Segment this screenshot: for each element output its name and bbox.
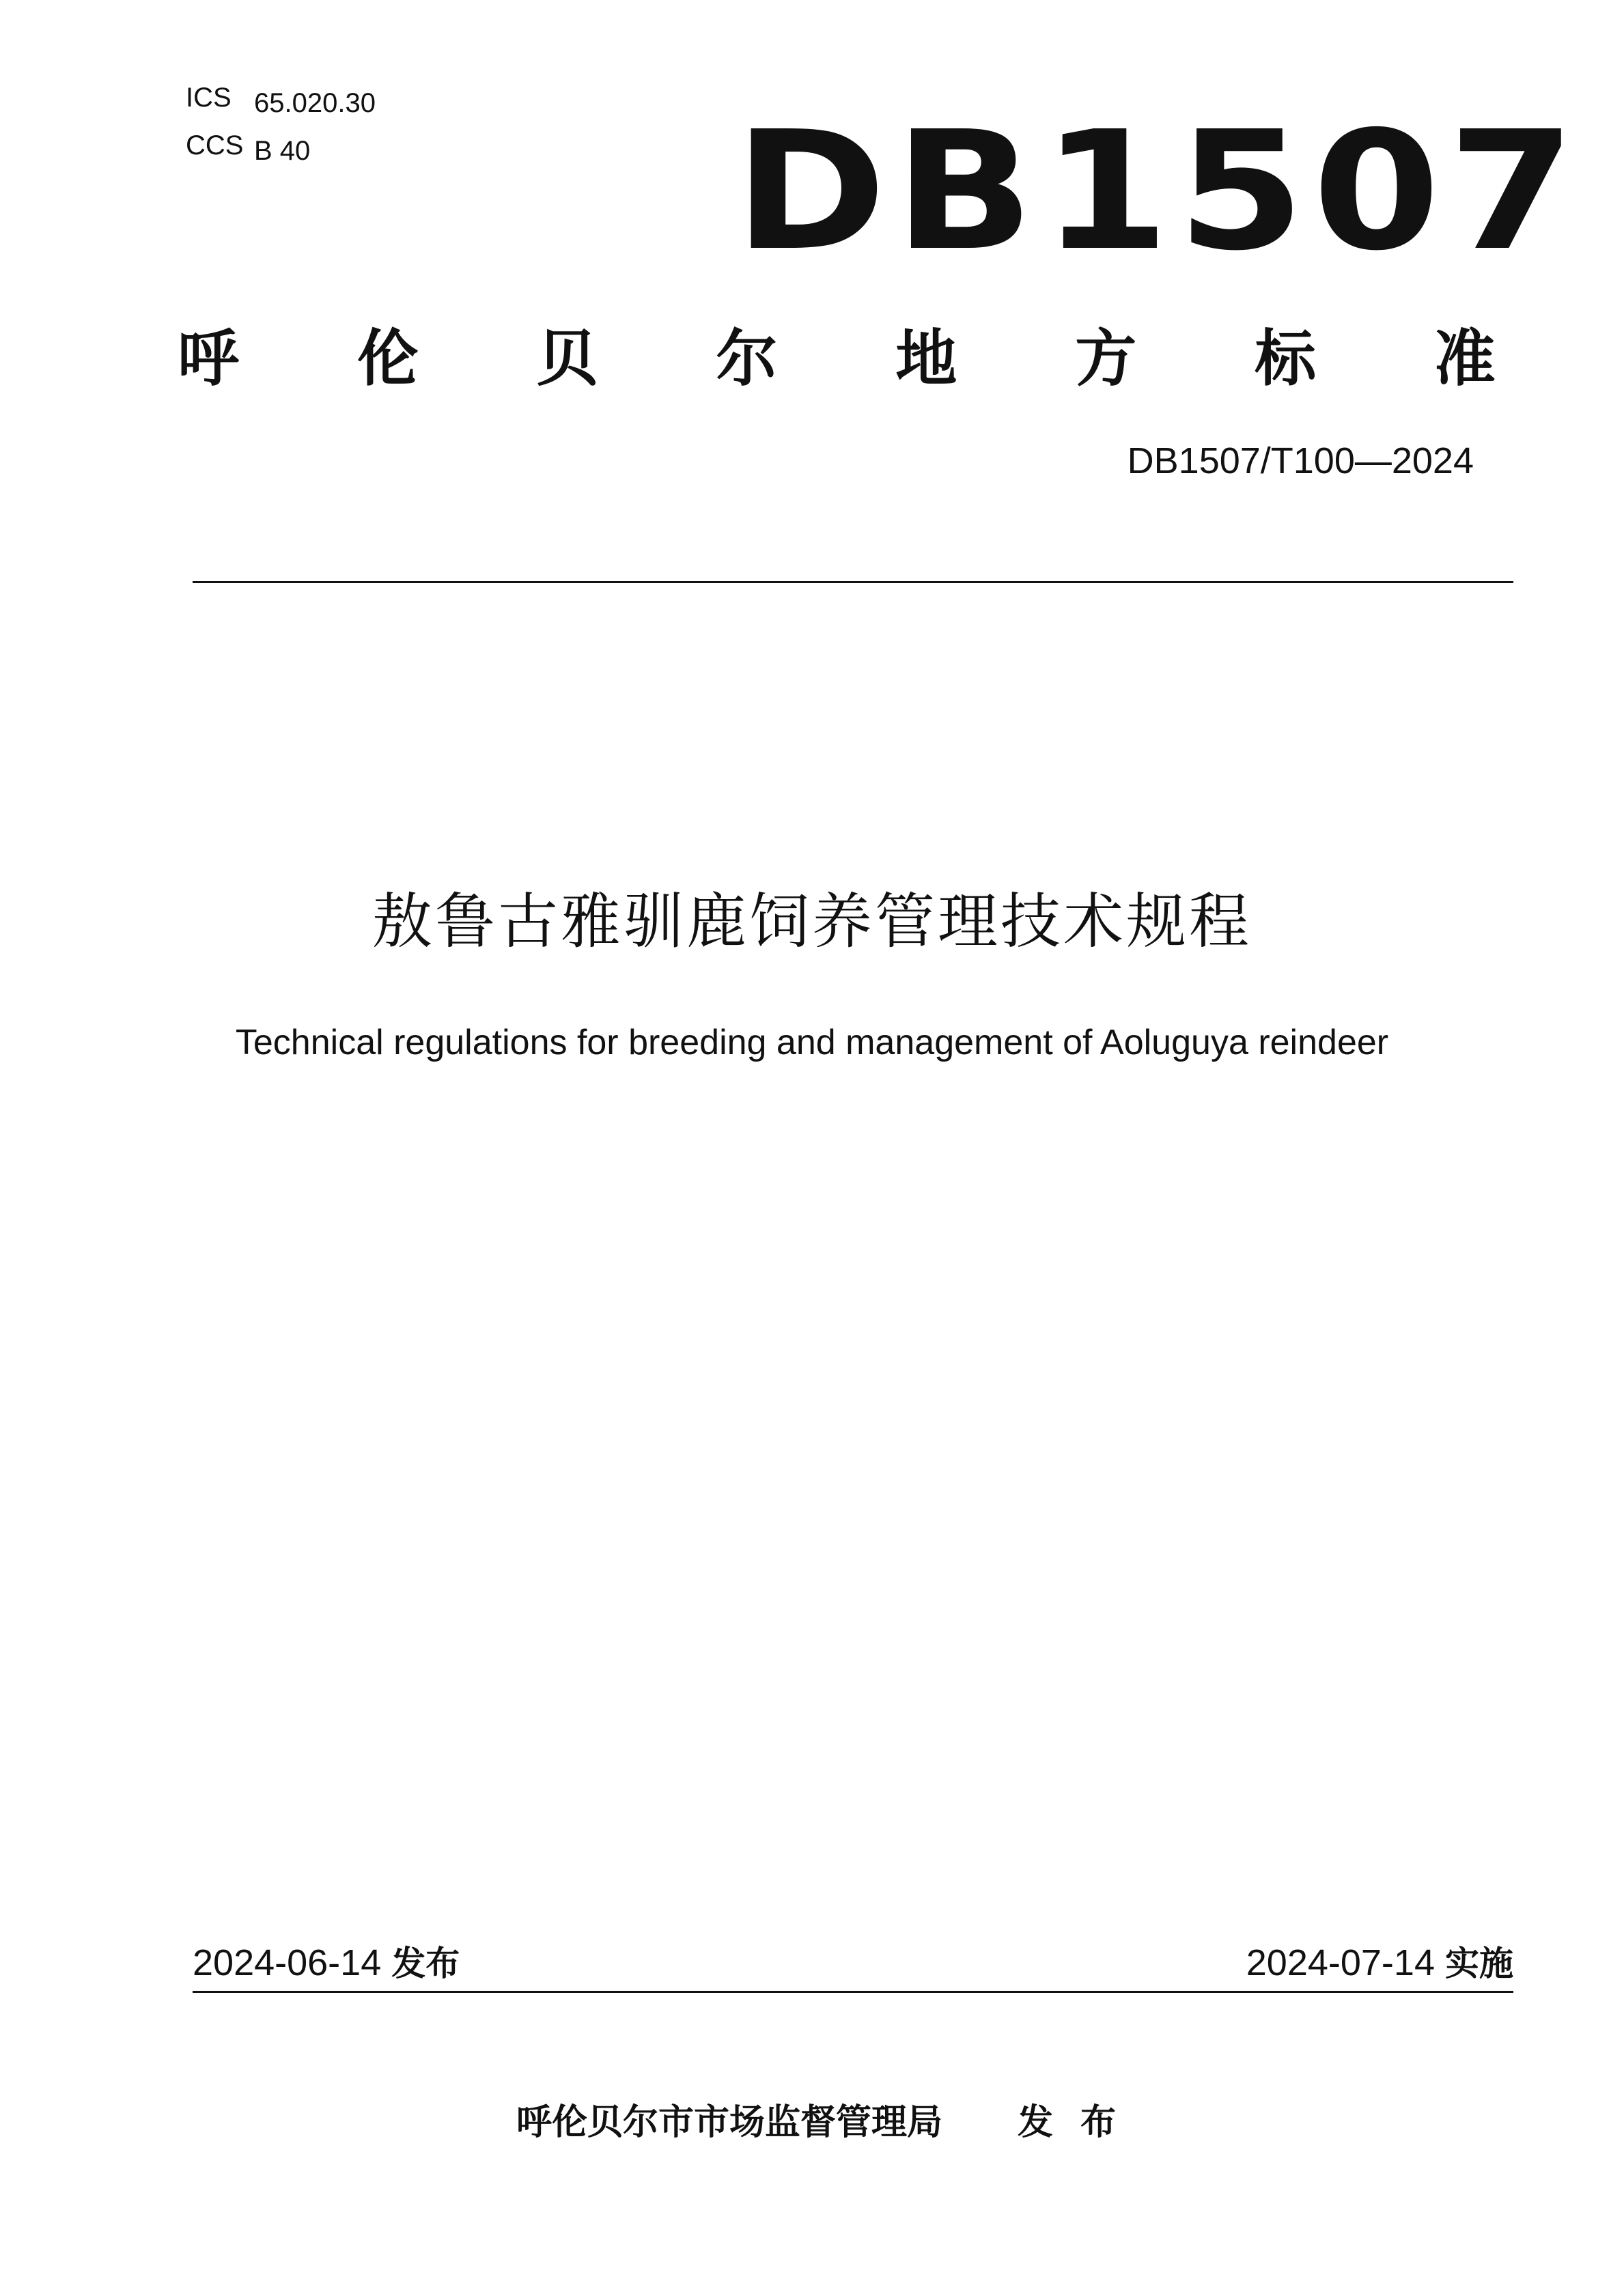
standard-char: 尔 [716,322,778,395]
publisher-line [516,2099,1143,2146]
ccs-label: CCS [186,130,244,160]
standard-char: 准 [1433,322,1496,395]
ccs-row [186,122,376,169]
implement-date-line [1246,1939,1513,1987]
standard-char: 伦 [356,322,419,395]
standard-char: 地 [895,322,957,395]
standard-char: 方 [1075,322,1137,395]
ccs-value: B 40 [254,136,311,166]
document-title-chinese: 敖鲁古雅驯鹿饲养管理技术规程 [372,886,1252,956]
standard-number: DB1507/T100—2024 [1127,440,1474,481]
ics-label: ICS [186,83,232,113]
publisher-name: 呼伦贝尔市市场监督管理局 [516,2102,943,2143]
implement-date: 2024-07-14 [1246,1942,1435,1983]
classification-codes [186,74,376,169]
standard-char: 呼 [178,322,239,395]
publish-label: 发布 [1018,2102,1144,2143]
ics-row [186,74,376,122]
ics-value: 65.020.30 [254,88,376,118]
issue-label: 发布 [391,1944,460,1983]
standard-char: 贝 [536,322,598,395]
document-title-english: Technical regulations for breeding and management of Aoluguya reindeer [235,1023,1389,1062]
local-standard-heading [178,321,1496,396]
footer-divider [193,1991,1513,1993]
db-code-logo: DB1507 [734,96,1584,287]
issue-date-line [193,1939,460,1987]
header-divider [193,581,1513,583]
standard-char: 标 [1255,322,1317,395]
implement-label: 实施 [1445,1944,1513,1983]
issue-date: 2024-06-14 [193,1942,382,1983]
